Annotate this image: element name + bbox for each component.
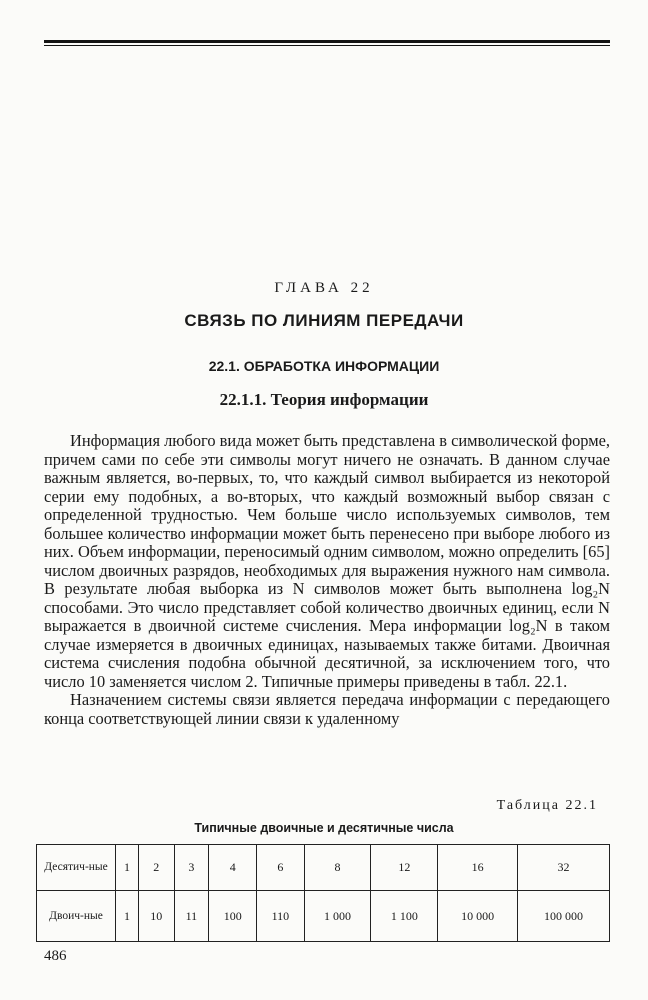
paragraph-1: Информация любого вида может быть представлена в символической форме, причем сами по себе эти символы могут ничего не означать. В данном случае важным является, во-первых, то, что каждый символ выбирается из некоторой серии ему подобных, а во-вторых, что каждый возможный выбор связан с определенной трудностью. Чем больше число используемых символов, тем большее количество информации может быть перенесено при выборе любого из них. Объем информации, переносимый одним символом, можно определить [65] числом двоичных разрядов, необходимых для выражения нужного нам символа. В результате любая выборка из N символов может быть выполнена log₂N способами. Это число представляет собой количество двоичных единиц, если N выражается в двоичной системе счисления. Мера информации log₂N в таком случае измеряется в двоичных единицах, называемых также битами. Двоичная система счисления подобна обычной десятичной, за исключением того, что число 10 заменяется числом 2. Типичные примеры приведены в табл. 22.1. (44, 431, 610, 691)
table-row-decimal (37, 845, 610, 891)
table-cell: 1 100 (371, 891, 438, 942)
table-label: Таблица 22.1 (496, 798, 598, 813)
table-cell: 100 000 (517, 891, 609, 942)
table-cell: 100 (209, 891, 257, 942)
table-cell: 10 (139, 891, 175, 942)
table-cell: 1 (116, 845, 139, 891)
table-cell: 10 000 (438, 891, 518, 942)
row-header: Десятич-ные (37, 845, 116, 891)
section-title: 22.1. ОБРАБОТКА ИНФОРМАЦИИ (208, 358, 440, 374)
top-rule (44, 40, 610, 43)
table-cell: 6 (257, 845, 304, 891)
numbers-table (36, 844, 610, 942)
top-rule-thin (44, 45, 610, 46)
table-cell: 2 (139, 845, 175, 891)
table-cell: 3 (174, 845, 209, 891)
table-cell: 16 (438, 845, 518, 891)
row-header: Двоич-ные (37, 891, 116, 942)
table-cell: 1 000 (304, 891, 371, 942)
table-cell: 11 (174, 891, 209, 942)
table-cell: 12 (371, 845, 438, 891)
page-number: 486 (44, 948, 67, 964)
table-cell: 1 (116, 891, 139, 942)
table-title: Типичные двоичные и десятичные числа (194, 821, 454, 835)
subsection-title: 22.1.1. Теория информации (219, 390, 429, 409)
chapter-label: ГЛАВА 22 (274, 280, 374, 296)
table-cell: 4 (209, 845, 257, 891)
body-text (44, 432, 610, 728)
table-row-binary (37, 891, 610, 942)
paragraph-2: Назначением системы связи является передача информации с передающего конца соответствующей линии связи к удаленному (44, 690, 610, 728)
table-cell: 8 (304, 845, 371, 891)
chapter-title: СВЯЗЬ ПО ЛИНИЯМ ПЕРЕДАЧИ (184, 311, 464, 330)
table-cell: 32 (517, 845, 609, 891)
table-cell: 110 (257, 891, 304, 942)
